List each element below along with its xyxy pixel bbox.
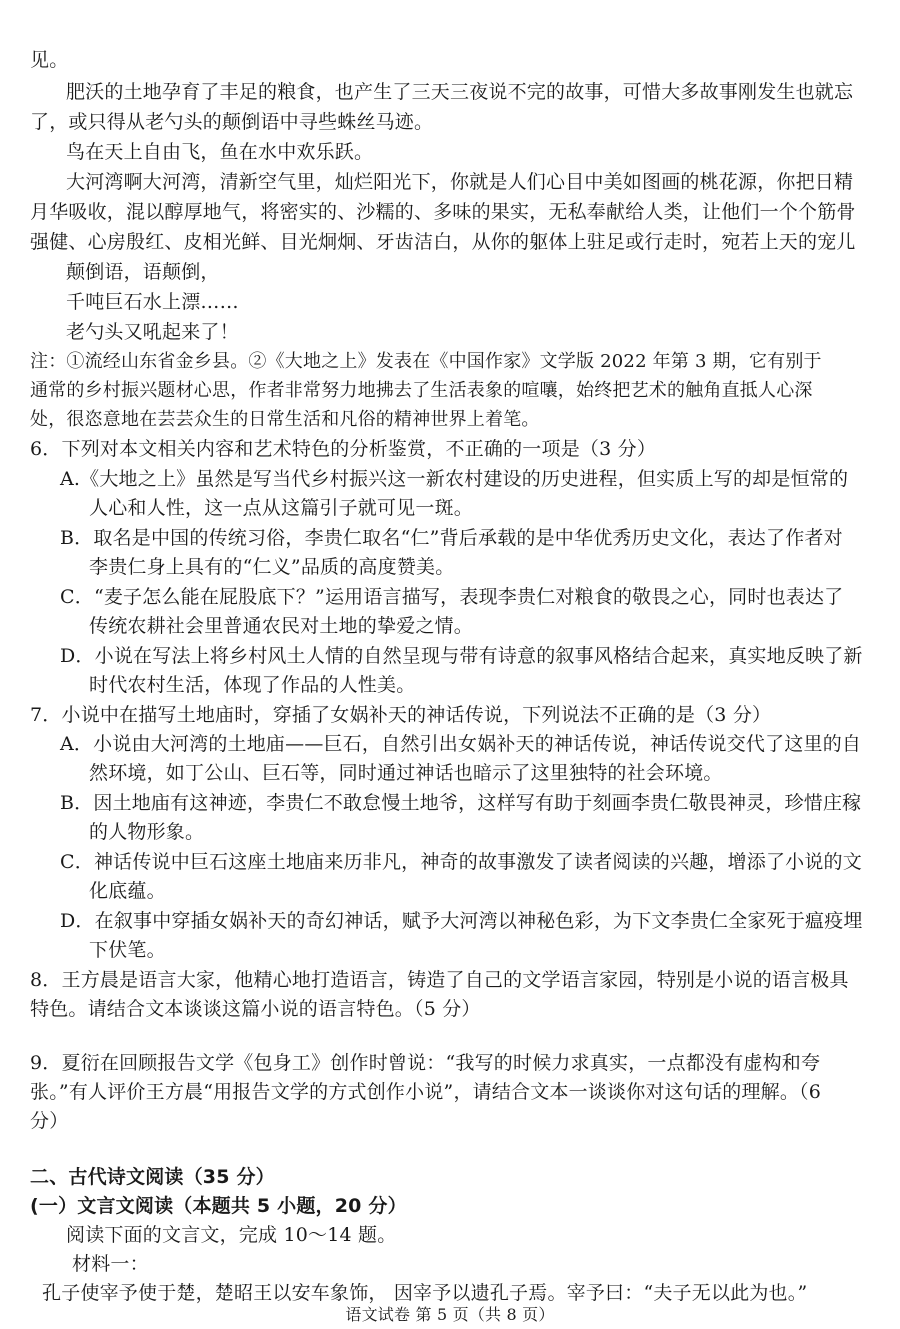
story-line: 颠倒语，语颠倒， [66, 261, 220, 283]
q6-option-b-cont: 李贵仁身上具有的“仁义”品质的高度赞美。 [89, 556, 455, 578]
story-line: 千吨巨石水上漂…… [66, 291, 239, 313]
footnote-line: 注：①流经山东省金乡县。②《大地之上》发表在《中国作家》文学版 2022 年第 3 期，它有别于 [30, 351, 822, 372]
footnote-line: 通常的乡村振兴题材心思，作者非常努力地拂去了生活表象的喧嚷，始终把艺术的触角直抵人心深 [30, 380, 813, 401]
q7-option-c: C．神话传说中巨石这座土地庙来历非凡，神奇的故事激发了读者阅读的兴趣，增添了小说的文 [60, 851, 862, 873]
story-line: 肥沃的土地孕育了丰足的粮食，也产生了三天三夜说不完的故事，可惜大多故事刚发生也就忘 [66, 81, 854, 103]
question-6-stem: 6．下列对本文相关内容和艺术特色的分析鉴赏，不正确的一项是（3 分） [30, 438, 657, 460]
story-line: 鸟在天上自由飞，鱼在水中欢乐跃。 [66, 141, 374, 163]
q6-option-d-cont: 时代农村生活，体现了作品的人性美。 [89, 674, 416, 696]
story-line: 了，或只得从老勺头的颠倒语中寻些蛛丝马迹。 [30, 111, 434, 133]
material-label: 材料一： [72, 1253, 149, 1275]
q7-option-b-cont: 的人物形象。 [89, 821, 205, 843]
question-8: 8．王方晨是语言大家，他精心地打造语言，铸造了自己的文学语言家园，特别是小说的语言极具 [30, 969, 849, 991]
story-line: 月华吸收，混以醇厚地气，将密实的、沙糯的、多味的果实，无私奉献给人类，让他们一个个筋骨 [30, 201, 856, 223]
q6-option-d: D．小说在写法上将乡村风土人情的自然呈现与带有诗意的叙事风格结合起来，真实地反映了新 [60, 645, 863, 667]
question-9-cont: 张。”有人评价王方晨“用报告文学的方式创作小说”，请结合文本一谈谈你对这句话的理解。（6 [30, 1081, 822, 1103]
question-9: 9．夏衍在回顾报告文学《包身工》创作时曾说：“我写的时候力求真实，一点都没有虚构和夸 [30, 1052, 821, 1074]
question-7-stem: 7．小说中在描写土地庙时，穿插了女娲补天的神话传说，下列说法不正确的是（3 分） [30, 704, 772, 726]
story-line: 老勺头又吼起来了！ [66, 321, 239, 343]
q7-option-c-cont: 化底蕴。 [89, 880, 166, 902]
classical-text-line: 孔子使宰予使于楚，楚昭王以安车象饰， 因宰予以遗孔子焉。宰予曰：“夫子无以此为也。” [42, 1282, 808, 1304]
story-line: 强健、心房殷红、皮相光鲜、目光炯炯、牙齿洁白，从你的躯体上驻足或行走时，宛若上天的宠儿 [30, 231, 856, 253]
section-heading: 二、古代诗文阅读（35 分） [30, 1166, 275, 1188]
q6-option-c-cont: 传统农耕社会里普通农民对土地的挚爱之情。 [89, 615, 474, 637]
q7-option-b: B．因土地庙有这神迹，李贵仁不敢怠慢土地爷，这样写有助于刻画李贵仁敬畏神灵，珍惜庄稼 [60, 792, 862, 814]
question-8-cont: 特色。请结合文本谈谈这篇小说的语言特色。（5 分） [30, 998, 481, 1020]
q6-option-a: A.《大地之上》虽然是写当代乡村振兴这一新农村建设的历史进程，但实质上写的却是恒常的 [60, 468, 849, 490]
q7-option-a: A．小说由大河湾的土地庙——巨石，自然引出女娲补天的神话传说，神话传说交代了这里的自 [60, 733, 862, 755]
question-9-cont: 分） [30, 1110, 69, 1132]
story-line: 大河湾啊大河湾，清新空气里，灿烂阳光下，你就是人们心目中美如图画的桃花源，你把日精 [66, 171, 854, 193]
subsection-heading: (一）文言文阅读（本题共 5 小题，20 分） [30, 1195, 407, 1217]
story-line: 见。 [30, 49, 69, 71]
q6-option-b: B．取名是中国的传统习俗，李贵仁取名“仁”背后承载的是中华优秀历史文化，表达了作者对 [60, 527, 843, 549]
reading-instruction: 阅读下面的文言文，完成 10～14 题。 [66, 1224, 397, 1246]
page-footer: 语文试卷 第 5 页（共 8 页） [345, 1305, 555, 1324]
q7-option-d: D．在叙事中穿插女娲补天的奇幻神话，赋予大河湾以神秘色彩，为下文李贵仁全家死于瘟疫埋 [60, 910, 863, 932]
q7-option-a-cont: 然环境，如丁公山、巨石等，同时通过神话也暗示了这里独特的社会环境。 [89, 762, 723, 784]
footnote-line: 处，很恣意地在芸芸众生的日常生活和凡俗的精神世界上着笔。 [30, 409, 540, 430]
q6-option-c: C．“麦子怎么能在屁股底下？”运用语言描写，表现李贵仁对粮食的敬畏之心，同时也表达了 [60, 586, 844, 608]
q6-option-a-cont: 人心和人性，这一点从这篇引子就可见一斑。 [89, 497, 474, 519]
q7-option-d-cont: 下伏笔。 [89, 939, 166, 961]
